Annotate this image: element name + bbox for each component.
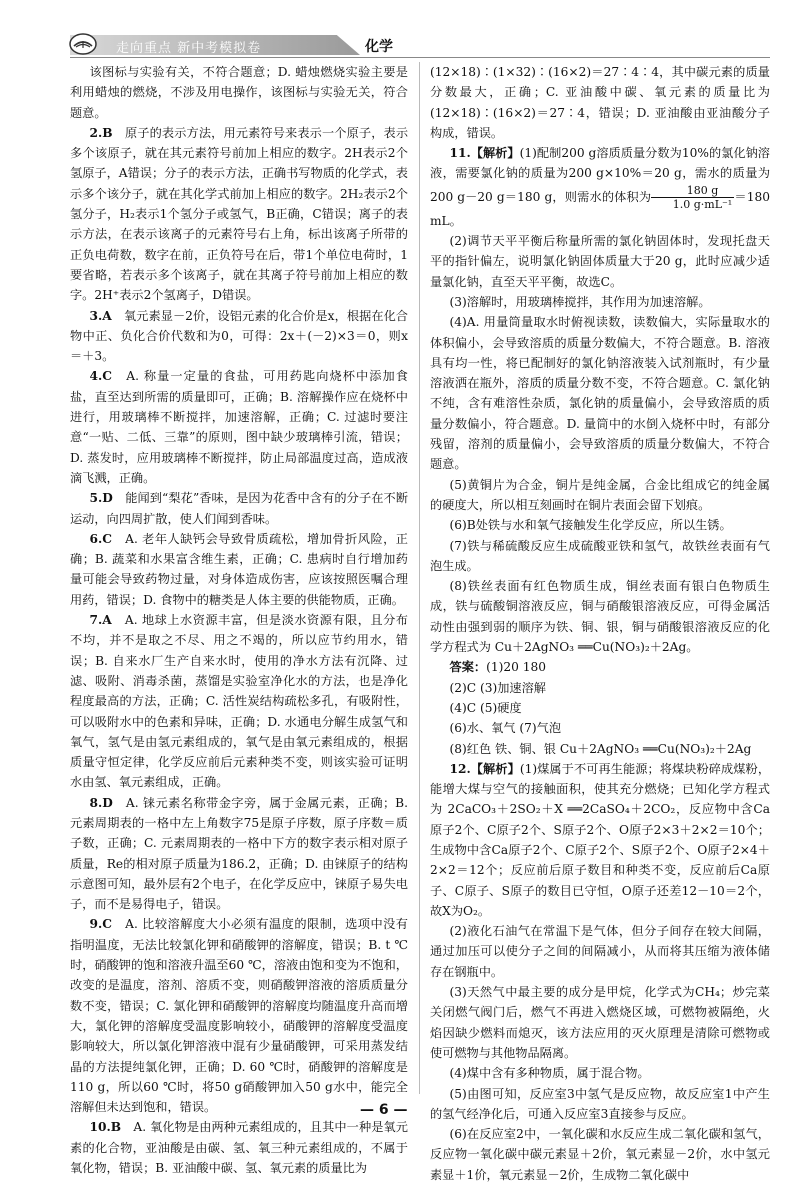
answer-text: 能闻到“梨花”香味，是因为花香中含有的分子在不断运动，向四周扩散，使人们闻到香味。 xyxy=(70,491,409,526)
continued-text: (12×18)∶(1×32)∶(16×2)＝27∶4∶4，其中碳元素的质量分数最大，正确；C. 亚油酸中碳、氧元素的质量比为(12×18)∶(16×2)＝27∶4，错误；D. 亚油酸由亚油酸分子构成，错误。 xyxy=(430,65,770,140)
answer-11-part-7: (7)铁与稀硫酸反应生成硫酸亚铁和氢气，故铁丝表面有气泡生成。 xyxy=(430,538,770,573)
answer-text: A. 老年人缺钙会导致骨质疏松，增加骨折风险，正确；B. 蔬菜和水果富含维生素，正确；C. 患病时自行增加药量可能会导致药物过量，对身体造成伤害，应该按照医嘱合理用药，错误；D. 食物中的糖类是人体主要的供能物质，正确。 xyxy=(70,531,408,607)
answer-3 xyxy=(70,306,408,367)
answer-key xyxy=(430,657,770,677)
answer-11-part-5: (5)黄铜片为合金，铜片是纯金属，合金比组成它的纯金属的硬度大，所以相互刻画时在铜片表面会留下划痕。 xyxy=(430,477,770,512)
answer-text: A. 称量一定量的食盐，可用药匙向烧杯中添加食盐，直至达到所需的质量即可，正确；B. 溶解操作应在烧杯中进行，用玻璃棒不断搅拌，加速溶解，正确；C. 过滤时要注意“一贴、二低、三靠”的原则，图中缺少玻璃棒引流，错误；D. 蒸发时，应用玻璃棒不断搅拌，防止局部温度过高，造成液滴飞溅，正确。 xyxy=(70,369,408,485)
answer-key-line: (2)C (3)加速溶解 xyxy=(449,680,546,695)
answer-11-part-8: (8)铁丝表面有红色物质生成，铜丝表面有银白色物质生成，铁与硫酸铜溶液反应，铜与硝酸银溶液反应，可得金属活动性由强到弱的顺序为铁、铜、银，铜与硝酸银溶液反应的化学方程式为 Cu＋2AgNO₃ ══Cu(NO₃)₂＋2Ag。 xyxy=(430,579,770,655)
right-column xyxy=(430,62,770,1185)
answer-key-label: 答案： xyxy=(449,660,487,675)
answer-number: 4.C xyxy=(89,369,112,384)
answer-11 xyxy=(430,143,770,231)
answer-7 xyxy=(70,610,408,793)
answer-4 xyxy=(70,366,408,488)
answer-10 xyxy=(70,1117,408,1178)
answer-number: 7.A xyxy=(89,613,112,628)
series-title: 走向重点 新中考模拟卷 xyxy=(116,41,262,56)
header-rule xyxy=(70,57,770,58)
subject-label: 化学 xyxy=(365,39,393,55)
answer-5 xyxy=(70,488,408,529)
page-number: — 6 — xyxy=(360,1102,408,1118)
answer-number: 8.D xyxy=(89,795,113,810)
answer-text: A. 地球上水资源丰富，但是淡水资源有限，且分布不均，并不是取之不尽、用之不竭的，所以应节约用水，错误；B. 自来水厂生产自来水时，使用的净水方法有沉降、过滤、吸附、消毒杀菌，蒸馏是实验室净化水的方法，也是净化程度最高的方法，正确；C. 活性炭结构疏松多孔，有吸附性，可以吸附水中的色素和异味，正确；D. 水通电分解生成氢气和氧气，氢气是由氢元素组成的，氧气是由氧元素组成的，根据质量守恒定律，化学反应前后元素种类不变，则该实验可证明水由氢、氧元素组成，正确。 xyxy=(70,613,408,790)
answer-key-line: (8)红色 铁、铜、银 Cu＋2AgNO₃ ══Cu(NO₃)₂＋2Ag xyxy=(449,741,752,756)
answer-12 xyxy=(430,759,770,921)
answer-number: 11.【解析】 xyxy=(449,146,520,161)
answer-6 xyxy=(70,529,408,610)
answer-11-part-6: (6)B处铁与水和氧气接触发生化学反应，所以生锈。 xyxy=(449,518,732,533)
page-header xyxy=(70,32,770,58)
answer-11-part-4: (4)A. 用量筒量取水时俯视读数，读数偏大，实际量取水的体积偏小，会导致溶质的质量分数偏大，不符合题意。B. 溶液具有均一性，将已配制好的氯化钠溶液装入试剂瓶时，有少量溶液洒在瓶外，溶质的质量分数不变，不符合题意。C. 氯化钠不纯，含有难溶性杂质，氯化钠的质量偏小，会导致溶质的质量分数偏小，符合题意。D. 量筒中的水倒入烧杯中时，有部分残留，溶剂的质量偏小，会导致溶质的质量分数偏大，不符合题意。 xyxy=(430,315,770,472)
answer-8 xyxy=(70,793,408,915)
answer-text: A. 氧化物是由两种元素组成的，且其中一种是氧元素的化合物，亚油酸是由碳、氢、氧三种元素组成的，不属于氧化物，错误；B. 亚油酸中碳、氢、氧元素的质量比为 xyxy=(70,1120,408,1176)
answer-11-part-3: (3)溶解时，用玻璃棒搅拌，其作用为加速溶解。 xyxy=(449,294,711,309)
answer-number: 6.C xyxy=(89,531,112,546)
answer-text: A. 铼元素名称带金字旁，属于金属元素，正确；B. 元素周期表的一格中左上角数字75是原子序数，原子序数＝质子数，正确；C. 元素周期表的一格中下方的数字表示相对原子质量，Re的相对原子质量为186.2，正确；D. 由铼原子的结构示意图可知，最外层有2个电子，在化学反应中，铼原子易失电子，而不是易得电子，错误。 xyxy=(70,795,408,912)
answer-text: ＝180 mL。 xyxy=(430,189,770,228)
answer-2 xyxy=(70,123,408,306)
left-column xyxy=(70,62,408,1178)
answer-text: 氧元素显－2价，设铝元素的化合价是x，根据在化合物中正、负化合价代数和为0，可得：2x＋(－2)×3＝0，则x＝＋3。 xyxy=(70,308,408,364)
answer-key-line: (6)水、氧气 (7)气泡 xyxy=(449,721,562,736)
answer-12-part-2: (2)液化石油气在常温下是气体，但分子间存在较大间隔，通过加压可以使分子之间的间隔减小，从而将其压缩为液体储存在钢瓶中。 xyxy=(430,924,770,979)
answer-key-line: (4)C (5)硬度 xyxy=(449,700,522,715)
volume-fraction xyxy=(651,184,734,211)
answer-12-part-5: (5)由图可知，反应室3中氢气是反应物，故反应室1中产生的氢气经净化后，可通入反应室3直接参与反应。 xyxy=(430,1086,770,1121)
fraction-numerator: 180 g xyxy=(651,184,734,198)
answer-number: 9.C xyxy=(89,917,112,932)
answer-12-part-4: (4)煤中含有多种物质，属于混合物。 xyxy=(449,1066,650,1081)
answer-text: (1)配制200 g溶质质量分数为10%的氯化钠溶液，需要氯化钠的质量为200 g×10%＝20 g，需水的质量为200 g－20 g＝180 g，则需水的体积为 xyxy=(430,146,770,204)
answer-number: 5.D xyxy=(89,491,113,506)
answer-number: 3.A xyxy=(89,308,112,323)
answer-12-part-3: (3)天然气中最主要的成分是甲烷，化学式为CH₄；炒完菜关闭燃气阀门后，燃气不再进入燃烧区域，可燃物被隔绝，火焰因缺少燃料而熄灭，该方法应用的灭火原理是清除可燃物或使可燃物与其他物品隔离。 xyxy=(430,985,770,1060)
answer-9 xyxy=(70,914,408,1117)
answer-number: 10.B xyxy=(89,1120,122,1135)
answer-number: 12.【解析】 xyxy=(449,761,520,776)
book-logo-icon xyxy=(68,32,98,56)
answer-text: A. 比较溶解度大小必须有温度的限制，选项中没有指明温度，无法比较氯化钾和硝酸钾的溶解度，错误；B. t ℃时，硝酸钾的饱和溶液升温至60 ℃，溶液由饱和变为不饱和，改变的是温度，溶剂、溶质不变，则硝酸钾溶液的溶质质量分数不变，错误；C. 氯化钾和硝酸钾的溶解度均随温度升高而增大，氯化钾的溶解度受温度影响较小，硝酸钾的溶解度受温度影响较大，所以氯化钾溶液中混有少量硝酸钾，可采用蒸发结晶的方法提纯氯化钾，正确；D. 60 ℃时，硝酸钾的溶解度是110 g，所以60 ℃时，将50 g硝酸钾加入50 g水中，能完全溶解但未达到饱和，错误。 xyxy=(70,917,408,1115)
answer-text: (1)煤属于不可再生能源；将煤块粉碎成煤粉，能增大煤与空气的接触面积，使其充分燃烧；已知化学方程式为 2CaCO₃＋2SO₂＋X ══2CaSO₄＋2CO₂，反应物中含Ca原子2个、C原子2个、S原子2个、O原子2×3＋2×2＝10个；生成物中含Ca原子2个、C原子2个、S原子2个、O原子2×4＋2×2＝12个；反应前后原子数目和种类不变，反应前后Ca原子、C原子、S原子的数目已守恒，O原子还差12－10＝2个，故X为O₂。 xyxy=(430,761,771,918)
fraction-denominator: 1.0 g·mL⁻¹ xyxy=(672,197,733,211)
column-divider xyxy=(419,62,420,1094)
answer-12-part-6: (6)在反应室2中，一氧化碳和水反应生成二氧化碳和氢气，反应物一氧化碳中碳元素显＋2价，氧元素显－2价，水中氢元素显＋1价，氧元素显－2价，生成物二氧化碳中 xyxy=(430,1127,770,1182)
answer-text: 原子的表示方法，用元素符号来表示一个原子，表示多个该原子，就在其元素符号前加上相应的数字。2H表示2个氢原子，A错误；分子的表示方法，正确书写物质的化学式，表示多个该分子，就在其化学式前加上相应的数字。2H₂表示2个氢分子，H₂表示1个氢分子或氢气，B正确，C错误；离子的表示方法，在表示该离子的元素符号右上角，标出该离子所带的正负电荷数，数字在前，正负符号在后，带1个单位电荷时，1要省略，若表示多个该离子，就在其离子符号前加上相应的数字。2H⁺表示2个氢离子，D错误。 xyxy=(70,125,409,303)
answer-number: 2.B xyxy=(89,125,113,140)
answer-key-line: (1)20 180 xyxy=(486,660,546,675)
answer-11-part-2: (2)调节天平平衡后称量所需的氯化钠固体时，发现托盘天平的指针偏左，说明氯化钠固体质量大于20 g，此时应减少适量氯化钠，直至天平平衡，故选C。 xyxy=(430,234,770,289)
continued-text: 该图标与实验有关，不符合题意；D. 蜡烛燃烧实验主要是利用蜡烛的燃烧，不涉及用电操作，该图标与实验无关，符合题意。 xyxy=(70,65,408,120)
